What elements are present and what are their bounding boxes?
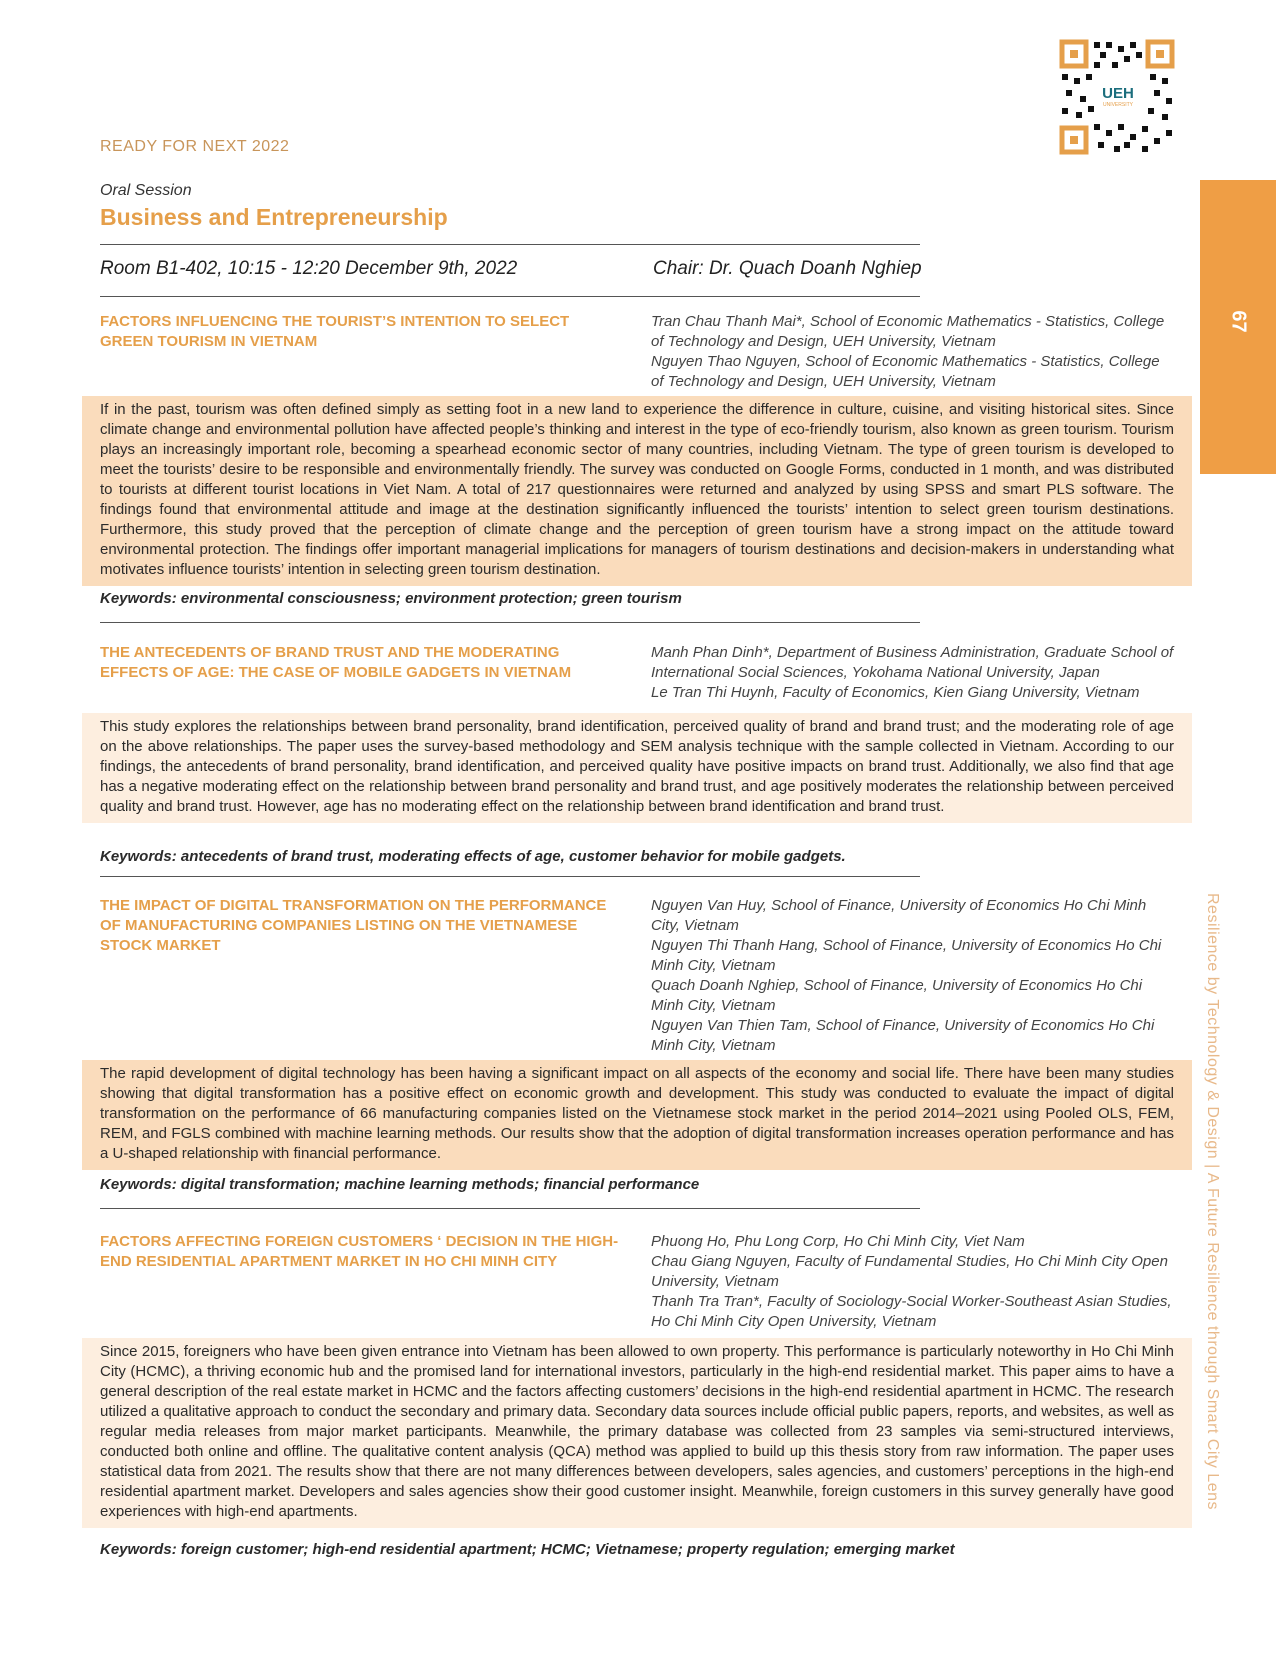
paper-abstract: Since 2015, foreigners who have been given entrance into Vietnam has been allowed to own property. This performance is particularly noteworthy in Ho Chi Minh City (HCMC), a thriving economic hub and the promised land for international investors, particularly in the high-end residential market. This paper aims to have a general description of the real estate market in HCMC and the factors affecting customers’ decisions in the high-end residential apartment in HCMC. The research utilized a qualitative approach to conduct the secondary and primary data. Secondary data sources include official public papers, reports, and websites, as well as regular media releases from major market participants. Meanwhile, the primary database was collected from 23 samples via semi-structured interviews, conducted both online and offline. The qualitative content analysis (QCA) method was applied to build up this thesis story from raw information. The paper uses statistical data from 2021. The results show that there are not many differences between developers, sales agencies, and customers’ perceptions in the high-end residential apartment market. Developers and sales agencies show their good customer insight. Meanwhile, foreign customers in this survey generally have good experiences with high-end apartments. [82,1338,1192,1528]
running-footer-text: Resilience by Technology & Design | A Future Resilience through Smart City Lens [1204,893,1221,1510]
session-type: Oral Session [100,182,192,199]
divider [100,876,920,877]
paper-authors [651,312,1176,392]
event-brand: READY FOR NEXT 2022 [100,138,290,155]
author: Phuong Ho, Phu Long Corp, Ho Chi Minh City, Viet Nam [651,1233,1025,1250]
author: Tran Chau Thanh Mai*, School of Economic Mathematics - Statistics, College of Technology and Design, UEH University, Vietnam [651,313,1165,350]
author: Nguyen Van Huy, School of Finance, University of Economics Ho Chi Minh City, Vietnam [651,897,1147,934]
paper-abstract: If in the past, tourism was often defined simply as setting foot in a new land to experience the difference in culture, cuisine, and visiting historical sites. Since climate change and environmental pollution have affected people’s thinking and interest in the type of eco-friendly tourism, also known as green tourism. Tourism plays an increasingly important role, becoming a spearhead economic sector of many countries, including Vietnam. The type of green tourism is developed to meet the tourists’ desire to be responsible and environmentally friendly. The survey was conducted on Google Forms, conducted in 1 month, and was distributed to tourists at different tourist locations in Viet Nam. A total of 217 questionnaires were returned and analyzed by using SPSS and smart PLS software. The findings found that environmental attitude and image at the destination significantly influenced the tourists’ intention to select green tourism destinations. Furthermore, this study proved that the perception of climate change and the perception of green tourism have a strong impact on the attitude toward environmental protection. The findings offer important managerial implications for managers of tourism destinations and decision-makers in understanding what motivates influence tourists’ intention in selecting green tourism destination. [82,396,1192,586]
paper-abstract: This study explores the relationships between brand personality, brand identification, perceived quality of brand and brand trust; and the moderating role of age on the above relationships. The paper uses the survey-based methodology and SEM analysis technique with the sample collected in Vietnam. According to our findings, the antecedents of brand personality, brand identification, and perceived quality have positive impacts on brand trust. Additionally, we also find that age has a negative moderating effect on the relationship between brand personality and brand trust, and age positively moderates the relationship between perceived quality and brand trust. However, age has no moderating effect on the relationship between brand identification and brand trust. [82,713,1192,823]
paper-keywords: Keywords: foreign customer; high-end residential apartment; HCMC; Vietnamese; property regulation; emerging market [100,1541,955,1558]
paper-title: FACTORS AFFECTING FOREIGN CUSTOMERS ‘ DECISION IN THE HIGH-END RESIDENTIAL APARTMENT MARKET IN HO CHI MINH CITY [100,1233,619,1270]
divider [100,622,920,623]
author: Nguyen Thi Thanh Hang, School of Finance, University of Economics Ho Chi Minh City, Vietnam [651,937,1162,974]
paper-title: THE ANTECEDENTS OF BRAND TRUST AND THE MODERATING EFFECTS OF AGE: THE CASE OF MOBILE GADGETS IN VIETNAM [100,644,572,681]
divider [100,1208,920,1209]
divider [100,244,920,245]
author: Nguyen Van Thien Tam, School of Finance, University of Economics Ho Chi Minh City, Vietnam [651,1017,1155,1054]
paper-authors [651,896,1176,1056]
qr-logo-subtext: UNIVERSITY [1102,102,1134,108]
author: Thanh Tra Tran*, Faculty of Sociology-Social Worker-Southeast Asian Studies, Ho Chi Minh City Open University, Vietnam [651,1293,1172,1330]
author: Nguyen Thao Nguyen, School of Economic Mathematics - Statistics, College of Technology and Design, UEH University, Vietnam [651,353,1160,390]
author: Manh Phan Dinh*, Department of Business Administration, Graduate School of International Social Sciences, Yokohama National University, Japan [651,644,1174,681]
paper-title: FACTORS INFLUENCING THE TOURIST’S INTENTION TO SELECT GREEN TOURISM IN VIETNAM [100,313,570,350]
chair-info: Chair: Dr. Quach Doanh Nghiep [653,258,922,279]
page-number: 67 [1227,310,1250,333]
page-tab [1200,180,1276,474]
author: Quach Doanh Nghiep, School of Finance, University of Economics Ho Chi Minh City, Vietnam [651,977,1143,1014]
paper-authors [651,1232,1176,1332]
divider [100,296,920,297]
qr-logo-text: UEH [1102,85,1134,102]
session-title: Business and Entrepreneurship [100,204,448,230]
paper-title: THE IMPACT OF DIGITAL TRANSFORMATION ON THE PERFORMANCE OF MANUFACTURING COMPANIES LISTING ON THE VIETNAMESE STOCK MARKET [100,897,607,954]
paper-keywords: Keywords: digital transformation; machine learning methods; financial performance [100,1176,700,1193]
paper-authors [651,643,1176,703]
author: Le Tran Thi Huynh, Faculty of Economics, Kien Giang University, Vietnam [651,684,1140,701]
paper-abstract: The rapid development of digital technology has been having a significant impact on all aspects of the economy and social life. There have been many studies showing that digital transformation has a positive effect on economic growth and development. This study was conducted to evaluate the impact of digital transformation on the performance of 66 manufacturing companies listed on the Vietnamese stock market in the period 2014–2021 using Pooled OLS, FEM, REM, and FGLS combined with machine learning methods. Our results show that the adoption of digital transformation increases operation performance and has a U-shaped relationship with financial performance. [82,1060,1192,1170]
paper-keywords: Keywords: environmental consciousness; environment protection; green tourism [100,590,682,607]
qr-code-graphic [1058,38,1176,156]
room-info: Room B1-402, 10:15 - 12:20 December 9th, 2022 [100,258,518,279]
author: Chau Giang Nguyen, Faculty of Fundamental Studies, Ho Chi Minh City Open University, Vietnam [651,1253,1168,1290]
qr-code [1058,38,1176,156]
paper-keywords: Keywords: antecedents of brand trust, moderating effects of age, customer behavior for mobile gadgets. [100,848,846,865]
